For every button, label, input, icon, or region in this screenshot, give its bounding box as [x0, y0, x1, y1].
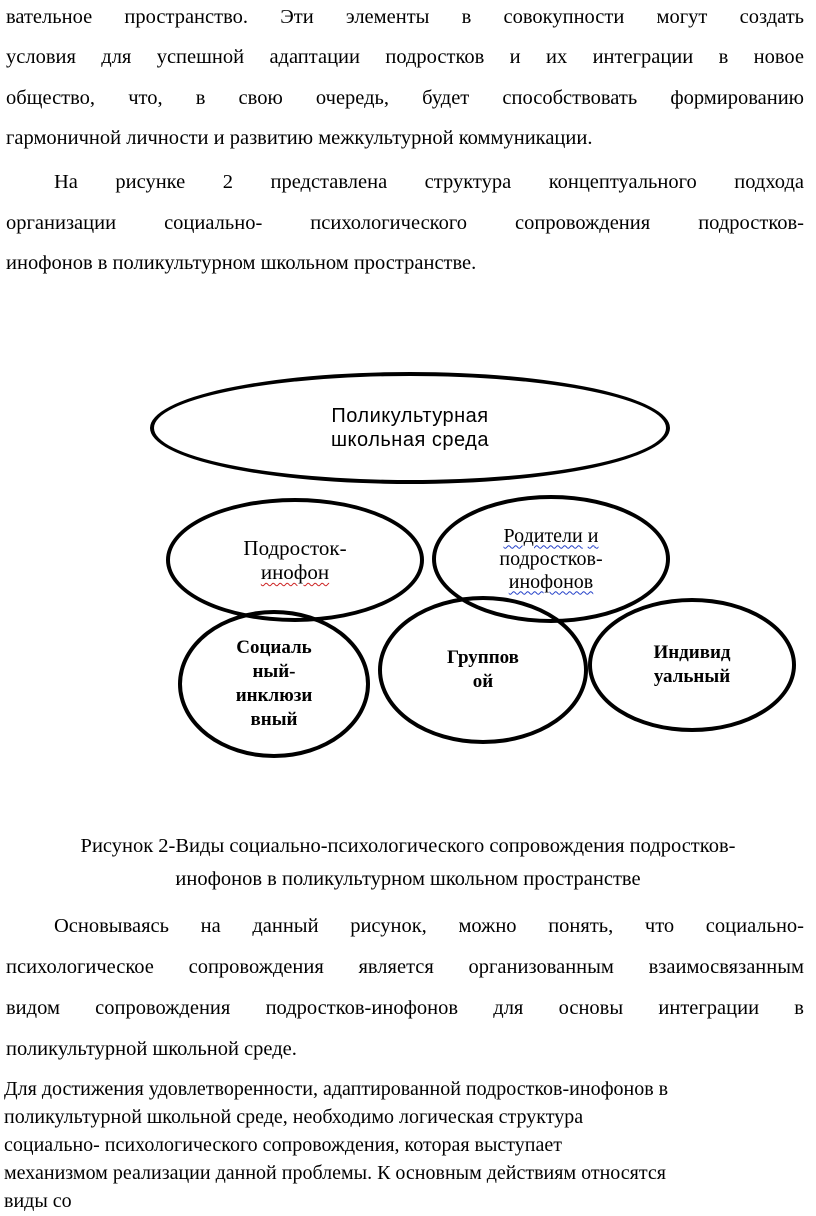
ellipse-social-inclusive — [178, 610, 370, 758]
text-line: инофонов в поликультурном школьном пространстве. — [6, 252, 477, 274]
ellipse-label — [653, 641, 730, 689]
ellipse-label — [447, 646, 519, 694]
text-line: условия для успешной адаптации подростков и их интеграции в новое — [6, 46, 804, 68]
ellipse-label-line: инофонов — [508, 570, 594, 593]
ellipse-label-line: уальный — [653, 666, 731, 687]
ellipse-label-line: вный — [250, 709, 298, 730]
ellipse-label-line: Родители — [503, 524, 583, 547]
ellipse-group — [378, 596, 588, 744]
ellipse-label-line: инофон — [260, 560, 330, 584]
ellipse-label-line: подростков- — [499, 547, 603, 570]
ellipse-teen-inophone — [166, 498, 424, 622]
ellipse-label — [331, 404, 489, 452]
caption-line: Рисунок 2-Виды социально-психологического сопровождения подростков- — [80, 835, 736, 857]
figure-2-diagram — [0, 360, 816, 760]
ellipse-label-line: ой — [472, 671, 494, 692]
text-line: психологическое сопровождения является организованным взаимосвязанным — [6, 956, 804, 978]
text-line: организации социально- психологического сопровождения подростков- — [6, 212, 804, 234]
text-line: поликультурной школьной среде, необходимо логическая структура — [4, 1106, 584, 1128]
ellipse-label-line: Индивид — [653, 642, 731, 663]
text-line: общество, что, в свою очередь, будет способствовать формированию — [6, 87, 804, 109]
ellipse-multicultural-environment — [150, 372, 670, 484]
ellipse-individual — [588, 598, 796, 732]
ellipse-label — [236, 636, 313, 732]
text-line: вательное пространство. Эти элементы в совокупности могут создать — [6, 6, 804, 28]
ellipse-label-line: Подросток- — [243, 536, 347, 560]
ellipse-label-line: Группов — [447, 647, 519, 668]
text-line: механизмом реализации данной проблемы. К основным действиям относятся — [4, 1162, 666, 1184]
text-line: На рисунке 2 представлена структура концептуального подхода — [54, 171, 804, 193]
text-line: Для достижения удовлетворенности, адаптированной подростков-инофонов в — [4, 1078, 669, 1100]
text-line: Основываясь на данный рисунок, можно понять, что социально- — [54, 915, 804, 937]
text-line: гармоничной личности и развитию межкультурной коммуникации. — [6, 127, 593, 149]
text-line: видом сопровождения подростков-инофонов для основы интеграции в — [6, 997, 804, 1019]
ellipse-label-line: и — [587, 524, 599, 547]
caption-line: инофонов в поликультурном школьном пространстве — [175, 868, 641, 890]
ellipse-label-line: Поликультурная — [331, 405, 489, 427]
text-line: виды со — [4, 1190, 72, 1212]
ellipse-label — [243, 536, 346, 584]
text-line: социально- психологического сопровождения, которая выступает — [4, 1134, 562, 1156]
ellipse-label — [499, 525, 602, 594]
text-line: поликультурной школьной среде. — [6, 1038, 297, 1060]
ellipse-label-line: школьная среда — [331, 429, 489, 451]
ellipse-label-line: Социаль — [236, 637, 312, 658]
ellipse-label-line: инклюзи — [235, 685, 313, 706]
ellipse-label-line: ный- — [252, 661, 296, 682]
